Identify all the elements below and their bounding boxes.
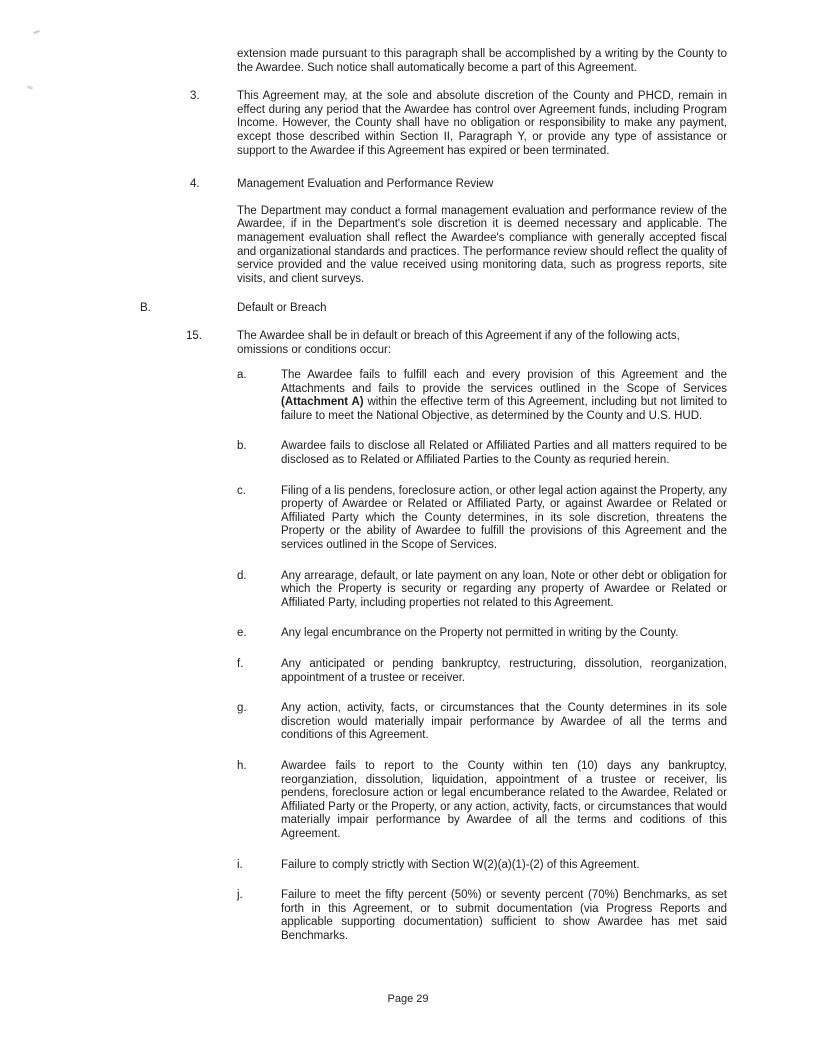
subitem-e-letter: e. [237,627,247,640]
subitem-b-text: Awardee fails to disclose all Related or Affiliated Parties and all matters required to be disclosed as to Related or Affiliated Parties to the County as requried herein. [281,440,727,467]
page-number: Page 29 [387,993,429,1005]
subitem-h-letter: h. [237,759,247,772]
subitem-c-letter: c. [237,484,246,497]
subitem-j-text: Failure to meet the fifty percent (50%) or seventy percent (70%) Benchmarks, as set forth in this Agreement, or to submit documentation (via Progress Reports and applicable supporting documentation) sufficient to show Awardee has met said Benchmarks. [281,889,727,942]
item-15-number: 15. [186,329,202,342]
item-15 [186,330,816,357]
item-3-number: 3. [190,90,200,103]
subitem-g-text: Any action, activity, facts, or circumstances that the County determines in its sole discretion would materially impair performance by Awardee of all the terms and conditions of this Agreement. [281,702,727,742]
subitem-a-text-pre: The Awardee fails to fulfill each and every provision of this Agreement and the Attachments and fails to provide the services outlined in the Scope of Services [281,369,727,395]
subitem-e-text: Any legal encumbrance on the Property not permitted in writing by the County. [281,627,679,640]
subitem-h [237,760,816,842]
subitem-c [237,485,816,553]
paragraph-continuation: extension made pursuant to this paragraph shall be accomplished by a writing by the County to the Awardee. Such notice shall automatically become a part of this Agreement. [237,48,727,74]
subitem-j-letter: j. [237,889,243,902]
subitem-d [237,570,816,611]
subitem-i-letter: i. [237,858,243,871]
section-b [140,302,816,316]
subitem-h-text: Awardee fails to report to the County within ten (10) days any bankruptcy, reorganziation, dissolution, liquidation, appointment of a trustee or receiver, lis pendens, foreclosure action or legal encumberance related to the Awardee, Related or Affiliated Party or the Property, or any action, activity, facts, or circumstances that would materially impair performance by Awardee of all the terms and coditions of this Agreement. [281,759,727,840]
subitem-b [237,440,816,467]
subitem-f [237,658,816,685]
subitem-f-letter: f. [237,658,244,670]
page-content [0,48,816,961]
item-3-text: This Agreement may, at the sole and absolute discretion of the County and PHCD, remain in effect during any period that the Awardee has control over Agreement funds, including Program Income. However, the County shall have no obligation or responsibility to make any payment, except those described within Section II, Paragraph Y, or provide any type of assistance or support to the Awardee if this Agreement has expired or been terminated. [237,90,727,157]
subitem-g-letter: g. [237,702,247,715]
subitem-a [237,369,816,423]
scan-artifact [33,30,40,34]
subitem-d-text: Any arrearage, default, or late payment on any loan, Note or other debt or obligation for which the Property is security or regarding any property of Awardee or Related or Affiliated Party, including properties not related to this Agreement. [281,569,727,609]
item-4-heading: Management Evaluation and Performance Review [237,178,494,191]
subitem-i [237,859,816,873]
subitem-a-text-bold: (Attachment A) [281,396,364,409]
item-15-text: The Awardee shall be in default or breach of this Agreement if any of the following acts, omissions or conditions occur: [237,329,680,356]
item-4-number: 4. [190,178,200,191]
subitem-b-letter: b. [237,440,247,453]
subitem-a-letter: a. [237,369,247,382]
item-4-body: The Department may conduct a formal management evaluation and performance review of the Awardee, if in the Department's sole discretion it is deemed necessary and applicable. The management evaluation shall reflect the Awardee's compliance with generally accepted fiscal and organizational standards and practices. The performance review should reflect the quality of service provided and the value received using monitoring data, such as progress reports, site visits, and client surveys. [237,204,727,285]
section-b-title: Default or Breach [237,302,327,315]
subitem-j [237,889,816,943]
subitem-f-text: Any anticipated or pending bankruptcy, restructuring, dissolution, reorganization, appointment of a trustee or receiver. [281,658,727,684]
item-4 [190,178,816,192]
subitem-e [237,627,816,641]
subitem-a-text-post: within the effective term of this Agreement, including but not limited to failure to meet the National Objective, as determined by the County and U.S. HUD. [281,396,727,422]
subitem-d-letter: d. [237,569,247,582]
item-3 [190,90,816,158]
section-b-label: B. [140,302,151,315]
subitem-c-text: Filing of a lis pendens, foreclosure action, or other legal action against the Property, any property of Awardee or Related or Affiliated Party, or against Awardee or Related or Affiliated Party which the County determines, in its sole discretion, threatens the Property or the ability of Awardee to fulfill the provisions of this Agreement and the services outlined in the Scope of Services. [281,484,727,552]
subitem-a-text [281,369,727,423]
subitem-i-text: Failure to comply strictly with Section W(2)(a)(1)-(2) of this Agreement. [281,858,640,871]
subitem-g [237,702,816,743]
